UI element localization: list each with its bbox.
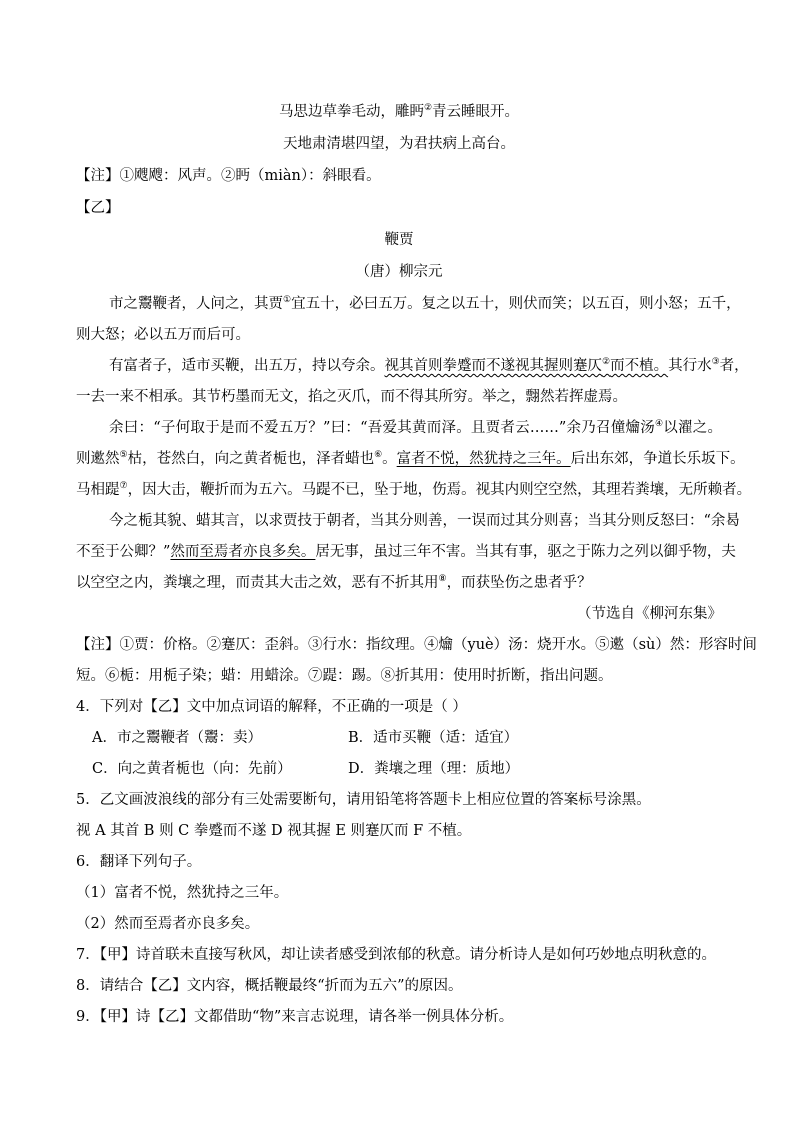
underlined-sentence: 然而至焉者亦良多矣。: [170, 544, 316, 560]
question-8: 8．请结合【乙】文内容，概括鞭最终“折而为五六”的原因。: [76, 978, 463, 994]
text: 视其首则拳蹙而不遂视其握则蹇仄: [384, 358, 602, 374]
footnote-marker: ⑤: [119, 450, 128, 460]
question-4: 4．下列对【乙】文中加点词语的解释，不正确的一项是（ ）: [76, 699, 467, 715]
essay-p3-line3: [76, 480, 752, 500]
text: 者，: [719, 358, 749, 374]
essay-p3-line1: [76, 418, 722, 438]
poem-line-1-text-end: 青云睡眼开。: [432, 104, 520, 120]
essay-p2-line2: 一去一来不相承。其节朽墨而无文，掐之灭爪，而不得其所穷。举之，翲然若挥虚焉。: [76, 389, 627, 405]
q4-option-d: D．粪壤之理（理：质地）: [348, 761, 520, 777]
essay-p4-line1: 今之栀其貌、蜡其言，以求贾技于朝者，当其分则善，一误而过其分则喜；当其分则反怒曰：“余曷: [109, 513, 740, 529]
footnote-marker: ③: [711, 357, 720, 367]
essay-source: （节选自《柳河东集》: [577, 606, 722, 622]
q4-option-c: C．向之黄者栀也（向：先前）: [92, 761, 292, 777]
essay-author: （唐）柳宗元: [355, 264, 443, 280]
poem-line-2: 天地肃清堪四望，为君扶病上高台。: [283, 136, 515, 152]
essay-p4-line2: [76, 542, 736, 562]
wavy-underlined-text: [385, 358, 669, 374]
essay-p1-line2: 则大怒；必以五万而后可。: [76, 327, 250, 343]
question-6-item-1: （1）富者不悦，然犹持之三年。: [76, 885, 289, 901]
q4-option-a: A．市之鬻鞭者（鬻：卖）: [92, 730, 262, 746]
footnote-marker: ①: [283, 295, 292, 305]
text: 宜五十，必曰五万。复之以五十，则伏而笑；以五百，则小怒；五千，: [291, 296, 741, 312]
footnote-marker: ⑧: [438, 574, 447, 584]
text: 则遬然: [76, 451, 120, 467]
question-5: 5．乙文画波浪线的部分有三处需要断句，请用铅笔将答题卡上相应位置的答案标号涂黑。: [76, 792, 651, 808]
essay-p4-line3: [76, 573, 722, 593]
poem-line-1-text: 马思边草拳毛动，雕眄: [278, 104, 424, 120]
text: 而不植。: [610, 358, 669, 374]
footnote-marker: ⑦: [119, 481, 128, 491]
text: ，而获坠伤之患者乎？: [446, 575, 592, 591]
essay-note-line2: 短。⑥栀：用栀子染；蜡：用蜡涂。⑦踶：踢。⑧折其用：使用时折断，指出问题。: [76, 668, 613, 684]
text: 余曰：“子何取于是而不爱五万？”曰：“吾爱其黄而泽。且贾者云……”余乃召僮爚汤: [109, 420, 655, 436]
question-6: 6．翻译下列句子。: [76, 854, 202, 870]
footnote-marker: ②: [602, 357, 611, 367]
text: 有富者子，适市买鞭，出五万，持以夸余。: [109, 358, 385, 374]
essay-note-line1: 【注】①贾：价格。②蹇仄：歪斜。③行水：指纹理。④爚（yuè）汤：烧开水。⑤遬（sù）然：形容时间: [76, 637, 757, 653]
text: 居无事，虽过三年不害。当其有事，驱之于陈力之列以御乎物，夫: [315, 544, 736, 560]
text: 枯，苍然白，向之黄者栀也，泽者蜡也: [127, 451, 375, 467]
footnote-marker: ⑥: [374, 450, 383, 460]
question-5-sentence: 视 A 其首 B 则 C 拳蹙而不遂 D 视其握 E 则蹇仄而 F 不植。: [76, 823, 472, 839]
text: 。: [382, 451, 397, 467]
text: 以濯之。: [663, 420, 722, 436]
footnote-marker: ④: [654, 419, 664, 429]
essay-title: 鞭贾: [384, 232, 414, 248]
question-7: 7．【甲】诗首联未直接写秋风，却让读者感受到浓郁的秋意。请分析诗人是如何巧妙地点明秋意的。: [76, 947, 716, 963]
text: ，因大击，鞭折而为五六。马踶不已，坠于地，伤焉。视其内则空空然，其理若粪壤，无所赖者。: [127, 482, 752, 498]
underlined-sentence: 富者不悦，然犹持之三年。: [396, 451, 571, 467]
essay-p2-line1: [76, 356, 749, 376]
question-9: 9．【甲】诗【乙】文都借助“物”来言志说理，请各举一例具体分析。: [76, 1009, 514, 1025]
text: 不至于公卿？”: [76, 544, 171, 560]
section-label-yi: 【乙】: [76, 200, 120, 216]
essay-p3-line2: [76, 449, 745, 469]
text: 后出东郊，争道长乐坂下。: [570, 451, 745, 467]
essay-p1-line1: [76, 294, 741, 314]
text: 以空空之内，粪壤之理，而责其大击之效，恶有不折其用: [76, 575, 439, 591]
question-6-item-2: （2）然而至焉者亦良多矣。: [76, 916, 260, 932]
poem-note: 【注】①飕飕：风声。②眄（miàn）：斜眼看。: [76, 168, 381, 184]
text: 市之鬻鞭者，人问之，其贾: [109, 296, 283, 312]
text: 马相踶: [76, 482, 120, 498]
footnote-marker: ②: [423, 103, 433, 113]
text: 其行水: [668, 358, 712, 374]
q4-option-b: B．适市买鞭（适：适宜）: [348, 730, 519, 746]
poem-line-1: [76, 102, 722, 122]
